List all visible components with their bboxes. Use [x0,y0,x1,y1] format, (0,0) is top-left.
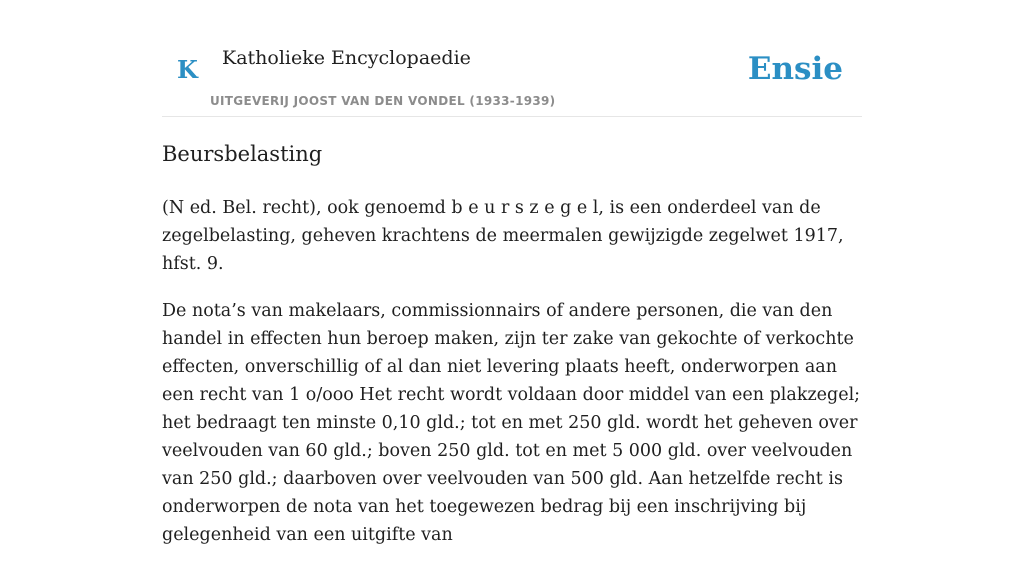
site-header [162,0,862,117]
article [162,136,862,568]
article-title: Beursbelasting [162,142,323,166]
article-paragraph: (N ed. Bel. recht), ook genoemd b e u r s z e g e l, is een onderdeel van de zegelbelasting, geheven krachtens de meermalen gewijzigde zegelwet 1917, hfst. 9. [162,198,844,274]
publisher-line: UITGEVERIJ JOOST VAN DEN VONDEL (1933-1939) [210,94,556,108]
site-title: Katholieke Encyclopaedie [222,47,471,69]
brand-logo-link[interactable]: Ensie [747,51,843,87]
article-paragraph: De nota’s van makelaars, commissionnairs of andere personen, die van den handel in effecten hun beroep maken, zijn ter zake van gekochte of verkochte effecten, onverschillig of al dan niet levering plaats heeft, onderworpen aan een recht van 1 o/ooo Het recht wordt voldaan door middel van een plakzegel; het bedraagt ten minste 0,10 gld.; tot en met 250 gld. wordt het geheven over veelvouden van 60 gld.; boven 250 gld. tot en met 5 000 gld. over veelvouden van 250 gld.; daarboven over veelvouden van 500 gld. Aan hetzelfde recht is onderworpen de nota van het toegewezen bedrag bij een inschrijving bij gelegenheid van een uitgifte van [162,301,861,545]
site-logo-link[interactable]: K [177,55,198,84]
